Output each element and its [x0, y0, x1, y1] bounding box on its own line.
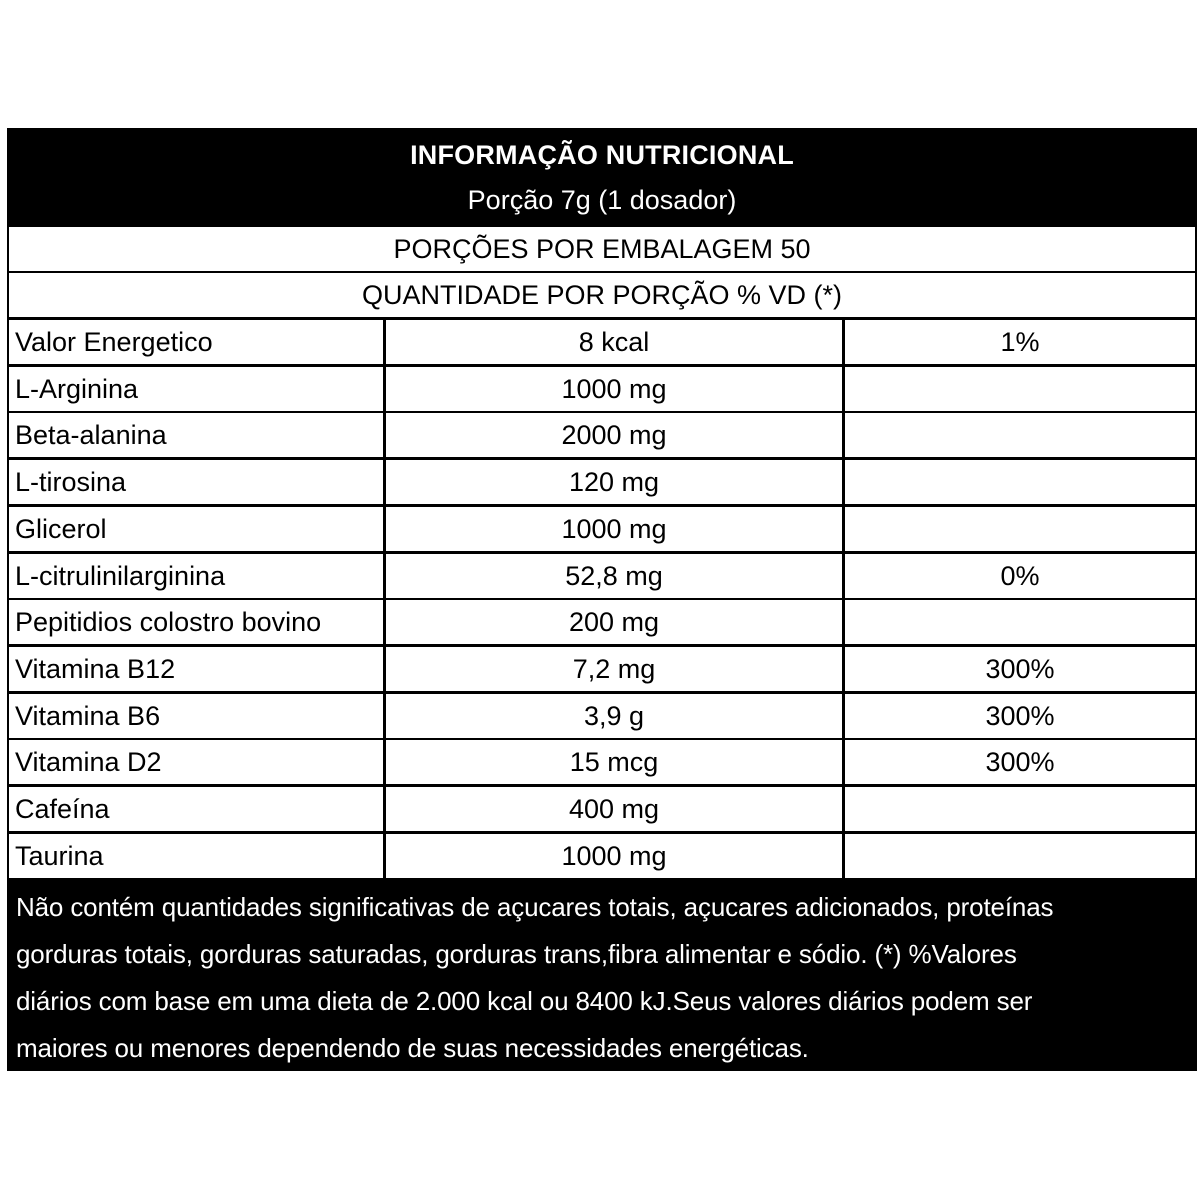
footer-text [16, 884, 1192, 1072]
quantity-per-serving-header: QUANTIDADE POR PORÇÃO % VD (*) [9, 273, 1195, 317]
table-row [9, 694, 1195, 738]
nutrient-name: Glicerol [9, 507, 383, 551]
nutrition-facts-table [7, 128, 1197, 1071]
footer-line: maiores ou menores dependendo de suas necessidades energéticas. [16, 1033, 809, 1063]
nutrient-name: Vitamina B12 [9, 647, 383, 691]
nutrient-name: L-citrulinilarginina [9, 554, 383, 598]
nutrient-name: Valor Energetico [9, 320, 383, 364]
table-row [9, 320, 1195, 364]
nutrient-daily-value [845, 460, 1195, 504]
table-row [9, 367, 1195, 411]
nutrient-name: Vitamina B6 [9, 694, 383, 738]
serving-size: Porção 7g (1 dosador) [467, 185, 737, 215]
nutrient-name: L-Arginina [9, 367, 383, 411]
table-row [9, 740, 1195, 784]
nutrient-amount: 52,8 mg [386, 554, 842, 598]
nutrient-amount: 1000 mg [386, 507, 842, 551]
footer-line: diários com base em uma dieta de 2.000 kcal ou 8400 kJ.Seus valores diários podem ser [16, 986, 1033, 1016]
nutrient-name: L-tirosina [9, 460, 383, 504]
nutrient-amount: 2000 mg [386, 413, 842, 457]
nutrient-daily-value [845, 600, 1195, 644]
nutrient-name: Cafeína [9, 787, 383, 831]
nutrient-daily-value: 1% [845, 320, 1195, 364]
table-row [9, 787, 1195, 831]
nutrient-amount: 3,9 g [386, 694, 842, 738]
footer-note [7, 880, 1197, 1071]
footer-line: gorduras totais, gorduras saturadas, gorduras trans,fibra alimentar e sódio. (*) %Valores [16, 939, 1017, 969]
nutrient-amount: 8 kcal [386, 320, 842, 364]
nutrient-daily-value [845, 413, 1195, 457]
table-title: INFORMAÇÃO NUTRICIONAL [410, 140, 794, 170]
nutrient-daily-value: 300% [845, 647, 1195, 691]
nutrient-amount: 15 mcg [386, 740, 842, 784]
table-row [9, 600, 1195, 644]
nutrient-daily-value [845, 834, 1195, 878]
table-row [9, 554, 1195, 598]
nutrient-amount: 1000 mg [386, 834, 842, 878]
nutrient-name: Pepitidios colostro bovino [9, 600, 383, 644]
table-row [9, 834, 1195, 878]
nutrient-name: Vitamina D2 [9, 740, 383, 784]
servings-per-package: PORÇÕES POR EMBALAGEM 50 [9, 227, 1195, 271]
nutrient-daily-value: 300% [845, 740, 1195, 784]
table-header [7, 128, 1197, 225]
nutrient-daily-value [845, 367, 1195, 411]
table-row [9, 460, 1195, 504]
nutrient-name: Taurina [9, 834, 383, 878]
nutrient-daily-value: 0% [845, 554, 1195, 598]
nutrient-amount: 400 mg [386, 787, 842, 831]
nutrient-amount: 7,2 mg [386, 647, 842, 691]
table-row [9, 413, 1195, 457]
nutrient-daily-value [845, 507, 1195, 551]
nutrient-daily-value [845, 787, 1195, 831]
nutrient-amount: 200 mg [386, 600, 842, 644]
footer-line: Não contém quantidades significativas de açucares totais, açucares adicionados, proteínas [16, 892, 1054, 922]
nutrient-daily-value: 300% [845, 694, 1195, 738]
table-row [9, 647, 1195, 691]
table-row [9, 507, 1195, 551]
nutrient-amount: 1000 mg [386, 367, 842, 411]
nutrient-name: Beta-alanina [9, 413, 383, 457]
nutrient-amount: 120 mg [386, 460, 842, 504]
